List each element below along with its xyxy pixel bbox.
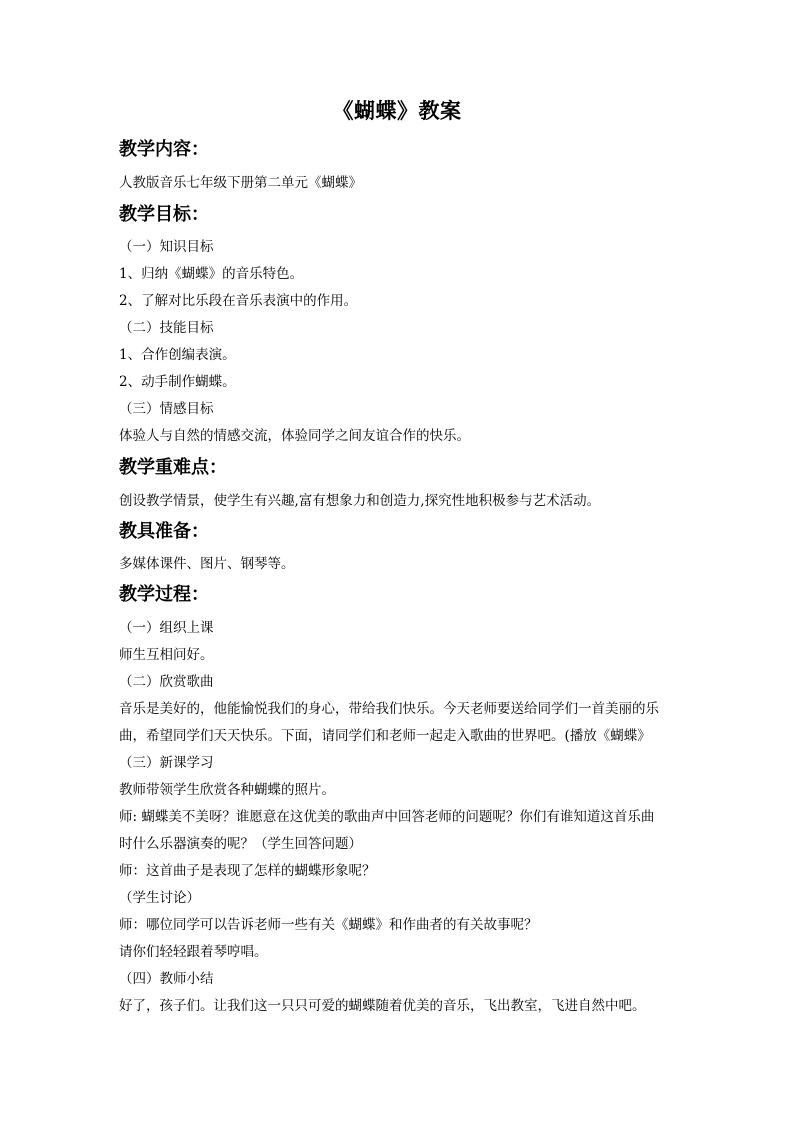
section-heading-materials: 教具准备： xyxy=(119,521,209,542)
section-heading-process: 教学过程： xyxy=(119,584,209,605)
process-line: （一）组织上课 xyxy=(119,620,214,636)
process-line: 时什么乐器演奏的呢？（学生回答问题） xyxy=(119,836,362,852)
page-title: 《蝴蝶》教案 xyxy=(332,98,462,123)
key-points-line: 创设教学情景，使学生有兴趣,富有想象力和创造力,探究性地积极参与艺术活动。 xyxy=(119,493,601,509)
objective-line: （二）技能目标 xyxy=(119,320,214,336)
section-heading-objectives: 教学目标： xyxy=(119,204,209,225)
objective-line: 体验人与自然的情感交流，体验同学之间友谊合作的快乐。 xyxy=(119,428,470,444)
objective-line: （一）知识目标 xyxy=(119,239,214,255)
process-line: 请你们轻轻跟着琴哼唱。 xyxy=(119,944,268,960)
process-line: 师生互相问好。 xyxy=(119,647,214,663)
process-line: 好了，孩子们。让我们这一只只可爱的蝴蝶随着优美的音乐，飞出教室，飞进自然中吧。 xyxy=(119,998,646,1014)
objective-line: 2、动手制作蝴蝶。 xyxy=(119,374,236,390)
materials-line: 多媒体课件、图片、钢琴等。 xyxy=(119,556,295,572)
objective-line: （三）情感目标 xyxy=(119,401,214,417)
process-line: （二）欣赏歌曲 xyxy=(119,674,214,690)
process-line: 曲，希望同学们天天快乐。下面，请同学们和老师一起走入歌曲的世界吧。(播放《蝴蝶》 xyxy=(119,728,651,744)
objective-line: 1、合作创编表演。 xyxy=(119,347,236,363)
process-line: 教师带领学生欣赏各种蝴蝶的照片。 xyxy=(119,782,335,798)
content-line: 人教版音乐七年级下册第二单元《蝴蝶》 xyxy=(119,175,362,191)
objective-line: 1、归纳《蝴蝶》的音乐特色。 xyxy=(119,266,304,282)
process-line: 师: 蝴蝶美不美呀？谁愿意在这优美的歌曲声中回答老师的问题呢？你们有谁知道这首乐曲 xyxy=(119,809,655,825)
process-line: 师：这首曲子是表现了怎样的蝴蝶形象呢？ xyxy=(119,863,376,879)
process-line: 音乐是美好的，他能愉悦我们的身心，带给我们快乐。今天老师要送给同学们一首美丽的乐 xyxy=(119,701,659,717)
process-line: （四）教师小结 xyxy=(119,971,214,987)
section-heading-content: 教学内容： xyxy=(119,139,209,160)
process-line: （学生讨论） xyxy=(119,890,200,906)
process-line: 师：哪位同学可以告诉老师一些有关《蝴蝶》和作曲者的有关故事呢？ xyxy=(119,917,538,933)
process-line: （三）新课学习 xyxy=(119,755,214,771)
section-heading-key-points: 教学重难点： xyxy=(119,457,227,478)
objective-line: 2、了解对比乐段在音乐表演中的作用。 xyxy=(119,293,358,309)
